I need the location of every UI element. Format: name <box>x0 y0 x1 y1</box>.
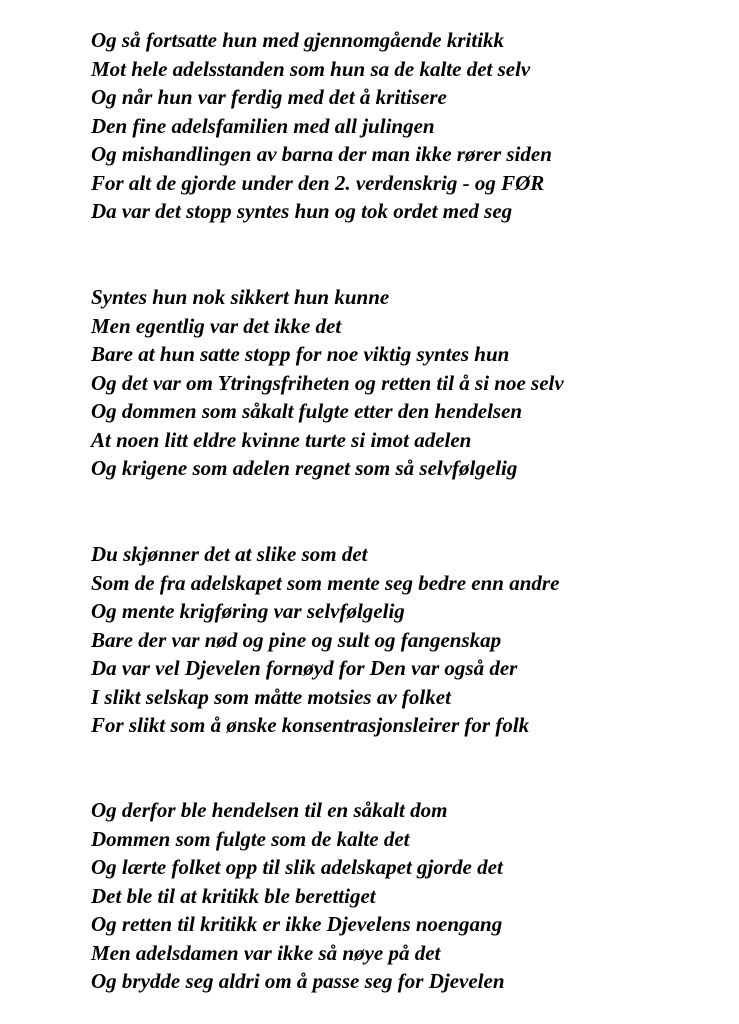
poem-line: Og retten til kritikk er ikke Djevelens noengang <box>91 912 503 936</box>
poem-line: Men adelsdamen var ikke så nøye på det <box>91 940 441 965</box>
poem-line: Det ble til at kritikk ble berettiget <box>91 883 376 908</box>
poem-line: Syntes hun nok sikkert hun kunne <box>91 285 390 309</box>
poem-line: Og dommen som såkalt fulgte etter den hendelsen <box>91 399 523 423</box>
poem-line: Og så fortsatte hun med gjennomgående kritikk <box>91 28 505 52</box>
poem-line: Da var vel Djevelen fornøyd for Den var også der <box>91 656 518 680</box>
poem-line: Den fine adelsfamilien med all julingen <box>91 113 435 138</box>
poem-line: Og krigene som adelen regnet som så selvfølgelig <box>91 456 518 480</box>
poem-line: For alt de gjorde under den 2. verdenskrig - og FØR <box>91 170 545 195</box>
poem-line: Bare at hun satte stopp for noe viktig syntes hun <box>91 342 510 366</box>
poem-line: Og derfor ble hendelsen til en såkalt dom <box>91 798 448 822</box>
stanza-4 <box>91 796 731 996</box>
poem-line: Og mente krigføring var selvfølgelig <box>91 599 405 623</box>
poem-line: Og brydde seg aldri om å passe seg for Djevelen <box>91 969 505 993</box>
poem-line: Og mishandlingen av barna der man ikke rører siden <box>91 142 552 166</box>
poem-line: Og det var om Ytringsfriheten og retten til å si noe selv <box>91 370 564 395</box>
poem-line: Bare der var nød og pine og sult og fangenskap <box>91 627 502 652</box>
poem-line: Da var det stopp syntes hun og tok ordet med seg <box>91 199 513 223</box>
poem-line: Mot hele adelsstanden som hun sa de kalte det selv <box>91 56 531 81</box>
poem-line: Men egentlig var det ikke det <box>91 313 342 338</box>
poem-line: Du skjønner det at slike som det <box>91 542 368 566</box>
stanza-1 <box>91 26 731 226</box>
poem-line: I slikt selskap som måtte motsies av folket <box>91 684 451 709</box>
poem-line: Som de fra adelskapet som mente seg bedre enn andre <box>91 570 560 595</box>
poem-line: Og lærte folket opp til slik adelskapet gjorde det <box>91 855 503 879</box>
stanza-3 <box>91 540 731 740</box>
poem-line: Og når hun var ferdig med det å kritisere <box>91 85 447 109</box>
poem-line: At noen litt eldre kvinne turte si imot adelen <box>91 427 472 452</box>
poem-line: For slikt som å ønske konsentrasjonsleirer for folk <box>91 713 530 737</box>
stanza-2 <box>91 283 731 483</box>
poem-line: Dommen som fulgte som de kalte det <box>91 826 410 851</box>
